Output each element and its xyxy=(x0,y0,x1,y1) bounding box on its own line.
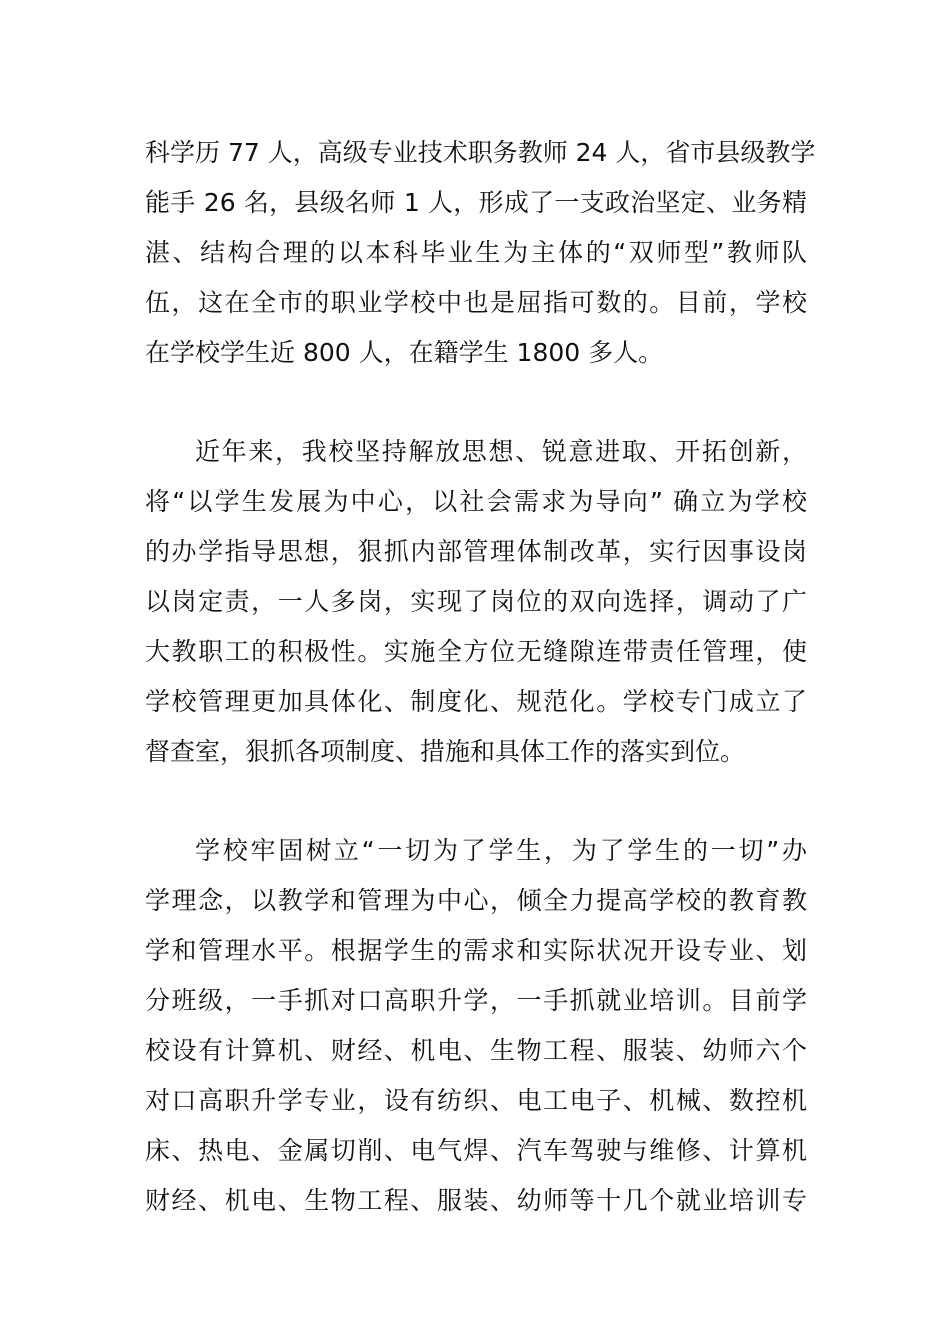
text-line: 分班级，一手抓对口高职升学，一手抓就业培训。目前学 xyxy=(145,986,807,1015)
paragraph-teacher-staff xyxy=(145,128,816,378)
text-line: 对口高职升学专业，设有纺织、电工电子、机械、数控机 xyxy=(145,1086,807,1115)
text-line: 督查室，狠抓各项制度、措施和具体工作的落实到位。 xyxy=(145,737,746,766)
text-line: 近年来，我校坚持解放思想、锐意进取、开拓创新， xyxy=(195,437,807,466)
text-line: 以岗定责，一人多岗，实现了岗位的双向选择，调动了广 xyxy=(145,587,807,616)
document-body xyxy=(145,128,816,1226)
text-line: 校设有计算机、财经、机电、生物工程、服装、幼师六个 xyxy=(145,1036,807,1065)
paragraph-gap xyxy=(145,777,807,826)
paragraph-gap xyxy=(145,378,807,427)
text-line: 床、热电、金属切削、电气焊、汽车驾驶与维修、计算机 xyxy=(145,1136,807,1165)
text-line: 学理念，以教学和管理为中心，倾全力提高学校的教育教 xyxy=(145,886,807,915)
paragraph-teaching-philosophy xyxy=(145,826,807,1226)
text-line: 学校牢固树立“一切为了学生，为了学生的一切”办 xyxy=(195,836,807,865)
text-line: 学和管理水平。根据学生的需求和实际状况开设专业、划 xyxy=(145,936,807,965)
text-line: 的办学指导思想，狠抓内部管理体制改革，实行因事设岗 xyxy=(145,537,807,566)
text-line: 湛、结构合理的以本科毕业生为主体的“双师型”教师队 xyxy=(145,238,807,267)
text-line: 能手 26 名，县级名师 1 人，形成了一支政治坚定、业务精 xyxy=(145,188,807,217)
paragraph-management-reform xyxy=(145,427,807,777)
text-line: 将“以学生发展为中心，以社会需求为导向” 确立为学校 xyxy=(145,487,807,516)
text-line: 在学校学生近 800 人，在籍学生 1800 多人。 xyxy=(145,338,664,367)
text-line: 大教职工的积极性。实施全方位无缝隙连带责任管理，使 xyxy=(145,637,807,666)
text-line: 科学历 77 人，高级专业技术职务教师 24 人，省市县级教学 xyxy=(145,138,816,167)
text-line: 学校管理更加具体化、制度化、规范化。学校专门成立了 xyxy=(145,687,807,716)
text-line: 伍，这在全市的职业学校中也是屈指可数的。目前，学校 xyxy=(145,288,807,317)
text-line: 财经、机电、生物工程、服装、幼师等十几个就业培训专 xyxy=(145,1186,807,1215)
